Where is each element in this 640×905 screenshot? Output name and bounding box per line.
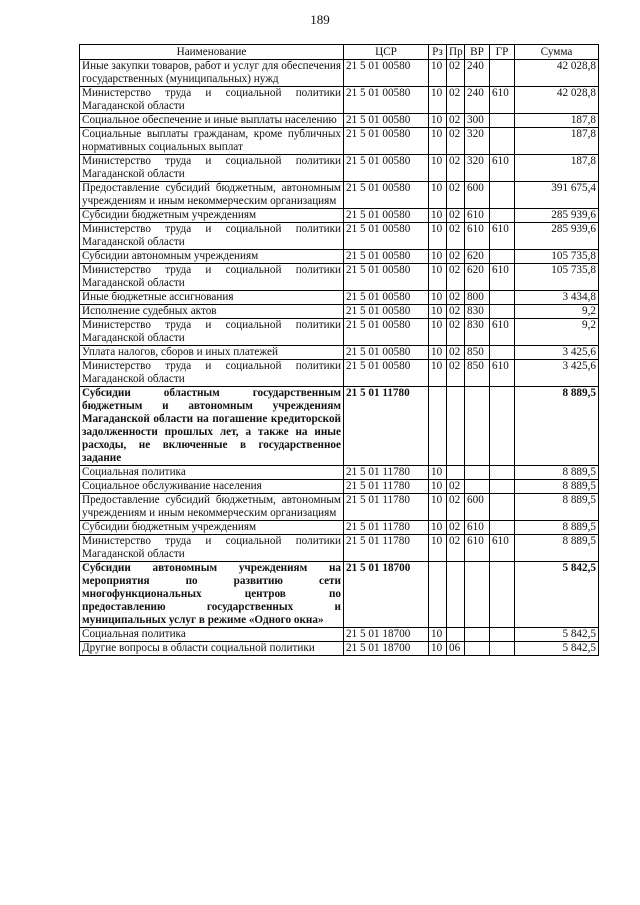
cell-csr: 21 5 01 18700 [344, 628, 429, 642]
cell-csr: 21 5 01 00580 [344, 250, 429, 264]
table-row [80, 319, 599, 346]
header-sum: Сумма [515, 45, 599, 60]
cell-csr: 21 5 01 00580 [344, 360, 429, 387]
cell-gr: 610 [490, 87, 515, 114]
cell-pr: 02 [447, 521, 465, 535]
cell-name: Иные закупки товаров, работ и услуг для обеспечения государственных (муниципальных) нужд [80, 60, 344, 87]
cell-gr [490, 346, 515, 360]
cell-vr: 300 [465, 114, 490, 128]
cell-vr: 610 [465, 521, 490, 535]
cell-pr: 02 [447, 250, 465, 264]
cell-csr: 21 5 01 18700 [344, 562, 429, 628]
table-row [80, 642, 599, 656]
cell-pr [447, 387, 465, 466]
cell-gr [490, 628, 515, 642]
cell-name: Министерство труда и социальной политики Магаданской области [80, 87, 344, 114]
table-row [80, 387, 599, 466]
cell-sum: 3 425,6 [515, 346, 599, 360]
cell-sum: 9,2 [515, 319, 599, 346]
cell-sum: 391 675,4 [515, 182, 599, 209]
cell-rz: 10 [429, 223, 447, 250]
cell-vr: 830 [465, 319, 490, 346]
cell-name: Исполнение судебных актов [80, 305, 344, 319]
cell-csr: 21 5 01 11780 [344, 494, 429, 521]
page-number: 189 [310, 12, 330, 27]
cell-csr: 21 5 01 11780 [344, 387, 429, 466]
cell-pr [447, 466, 465, 480]
cell-csr: 21 5 01 00580 [344, 319, 429, 346]
cell-rz: 10 [429, 494, 447, 521]
cell-pr [447, 628, 465, 642]
cell-pr: 02 [447, 319, 465, 346]
cell-gr [490, 250, 515, 264]
table-body [80, 60, 599, 656]
cell-csr: 21 5 01 00580 [344, 291, 429, 305]
cell-rz: 10 [429, 360, 447, 387]
cell-name: Министерство труда и социальной политики Магаданской области [80, 319, 344, 346]
cell-gr [490, 562, 515, 628]
cell-name: Министерство труда и социальной политики Магаданской области [80, 264, 344, 291]
cell-rz: 10 [429, 628, 447, 642]
cell-vr: 240 [465, 60, 490, 87]
table-row [80, 494, 599, 521]
cell-pr: 02 [447, 535, 465, 562]
cell-vr: 320 [465, 155, 490, 182]
cell-vr: 850 [465, 346, 490, 360]
table-row [80, 87, 599, 114]
cell-gr [490, 114, 515, 128]
cell-rz: 10 [429, 182, 447, 209]
cell-gr [490, 642, 515, 656]
table-row [80, 155, 599, 182]
cell-rz: 10 [429, 319, 447, 346]
cell-gr [490, 209, 515, 223]
header-csr: ЦСР [344, 45, 429, 60]
cell-vr [465, 387, 490, 466]
table-row [80, 628, 599, 642]
cell-name: Социальное обслуживание населения [80, 480, 344, 494]
cell-sum: 3 434,8 [515, 291, 599, 305]
header-rz: Рз [429, 45, 447, 60]
cell-sum: 5 842,5 [515, 562, 599, 628]
cell-gr: 610 [490, 264, 515, 291]
header-gr: ГР [490, 45, 515, 60]
cell-pr: 02 [447, 360, 465, 387]
cell-rz: 10 [429, 642, 447, 656]
cell-rz: 10 [429, 521, 447, 535]
cell-name: Министерство труда и социальной политики Магаданской области [80, 360, 344, 387]
table-row [80, 480, 599, 494]
cell-name: Предоставление субсидий бюджетным, автономным учреждениям и иным некоммерческим организациям [80, 182, 344, 209]
cell-sum: 187,8 [515, 155, 599, 182]
cell-gr [490, 305, 515, 319]
cell-sum: 42 028,8 [515, 87, 599, 114]
cell-rz: 10 [429, 209, 447, 223]
table-row [80, 264, 599, 291]
cell-vr: 320 [465, 128, 490, 155]
cell-sum: 187,8 [515, 114, 599, 128]
cell-gr: 610 [490, 223, 515, 250]
cell-vr: 610 [465, 209, 490, 223]
cell-csr: 21 5 01 11780 [344, 535, 429, 562]
budget-table [79, 44, 599, 656]
table-row [80, 60, 599, 87]
cell-csr: 21 5 01 00580 [344, 264, 429, 291]
cell-gr: 610 [490, 360, 515, 387]
cell-csr: 21 5 01 11780 [344, 521, 429, 535]
cell-pr: 02 [447, 223, 465, 250]
cell-vr [465, 562, 490, 628]
cell-gr [490, 494, 515, 521]
cell-rz: 10 [429, 60, 447, 87]
table-row [80, 346, 599, 360]
cell-pr: 02 [447, 480, 465, 494]
cell-csr: 21 5 01 00580 [344, 128, 429, 155]
table-row [80, 466, 599, 480]
cell-sum: 105 735,8 [515, 264, 599, 291]
header-pr: Пр [447, 45, 465, 60]
cell-vr: 240 [465, 87, 490, 114]
header-vr: ВР [465, 45, 490, 60]
cell-rz: 10 [429, 480, 447, 494]
cell-name: Другие вопросы в области социальной политики [80, 642, 344, 656]
table-row [80, 223, 599, 250]
cell-pr: 02 [447, 494, 465, 521]
cell-name: Субсидии областным государственным бюджетным и автономным учреждениям Магаданской области на погашение кредиторской задолженности прошлых лет, а также на иные расходы, не включенные в государственное задание [80, 387, 344, 466]
cell-gr [490, 60, 515, 87]
cell-rz: 10 [429, 305, 447, 319]
cell-csr: 21 5 01 00580 [344, 305, 429, 319]
cell-name: Предоставление субсидий бюджетным, автономным учреждениям и иным некоммерческим организациям [80, 494, 344, 521]
cell-csr: 21 5 01 00580 [344, 155, 429, 182]
table-row [80, 562, 599, 628]
cell-name: Иные бюджетные ассигнования [80, 291, 344, 305]
cell-vr: 610 [465, 223, 490, 250]
table-row [80, 114, 599, 128]
table-row [80, 535, 599, 562]
cell-csr: 21 5 01 00580 [344, 182, 429, 209]
cell-vr: 620 [465, 250, 490, 264]
cell-csr: 21 5 01 00580 [344, 223, 429, 250]
cell-pr: 02 [447, 346, 465, 360]
cell-sum: 8 889,5 [515, 494, 599, 521]
cell-pr: 02 [447, 114, 465, 128]
table-row [80, 305, 599, 319]
cell-sum: 187,8 [515, 128, 599, 155]
cell-name: Социальная политика [80, 628, 344, 642]
cell-vr: 830 [465, 305, 490, 319]
cell-gr: 610 [490, 155, 515, 182]
cell-sum: 285 939,6 [515, 223, 599, 250]
cell-pr: 02 [447, 264, 465, 291]
cell-pr: 02 [447, 155, 465, 182]
cell-gr [490, 291, 515, 305]
cell-name: Субсидии бюджетным учреждениям [80, 521, 344, 535]
cell-gr: 610 [490, 535, 515, 562]
cell-sum: 42 028,8 [515, 60, 599, 87]
cell-gr [490, 466, 515, 480]
cell-sum: 105 735,8 [515, 250, 599, 264]
cell-vr: 800 [465, 291, 490, 305]
cell-name: Уплата налогов, сборов и иных платежей [80, 346, 344, 360]
cell-gr [490, 521, 515, 535]
cell-sum: 8 889,5 [515, 535, 599, 562]
cell-rz: 10 [429, 87, 447, 114]
table-row [80, 360, 599, 387]
cell-vr: 620 [465, 264, 490, 291]
cell-vr [465, 642, 490, 656]
cell-rz: 10 [429, 128, 447, 155]
cell-rz: 10 [429, 155, 447, 182]
header-name: Наименование [80, 45, 344, 60]
cell-pr: 06 [447, 642, 465, 656]
cell-name: Социальное обеспечение и иные выплаты населению [80, 114, 344, 128]
cell-name: Социальные выплаты гражданам, кроме публичных нормативных социальных выплат [80, 128, 344, 155]
cell-name: Субсидии автономным учреждениям на мероприятия по развитию сети многофункциональных центров по предоставлению государственных и муниципальных услуг в режиме «Одного окна» [80, 562, 344, 628]
cell-rz: 10 [429, 535, 447, 562]
cell-vr [465, 466, 490, 480]
cell-vr [465, 480, 490, 494]
cell-name: Социальная политика [80, 466, 344, 480]
cell-vr: 610 [465, 535, 490, 562]
cell-vr [465, 628, 490, 642]
cell-name: Министерство труда и социальной политики Магаданской области [80, 223, 344, 250]
cell-rz [429, 562, 447, 628]
cell-rz: 10 [429, 264, 447, 291]
cell-csr: 21 5 01 00580 [344, 346, 429, 360]
cell-rz: 10 [429, 291, 447, 305]
cell-vr: 850 [465, 360, 490, 387]
cell-sum: 9,2 [515, 305, 599, 319]
cell-rz [429, 387, 447, 466]
cell-csr: 21 5 01 11780 [344, 466, 429, 480]
cell-gr [490, 128, 515, 155]
cell-rz: 10 [429, 250, 447, 264]
cell-sum: 8 889,5 [515, 480, 599, 494]
cell-gr [490, 387, 515, 466]
cell-pr: 02 [447, 182, 465, 209]
cell-csr: 21 5 01 00580 [344, 60, 429, 87]
cell-csr: 21 5 01 00580 [344, 114, 429, 128]
cell-rz: 10 [429, 346, 447, 360]
cell-gr [490, 480, 515, 494]
cell-sum: 5 842,5 [515, 642, 599, 656]
cell-sum: 8 889,5 [515, 521, 599, 535]
cell-pr: 02 [447, 87, 465, 114]
table-row [80, 182, 599, 209]
cell-vr: 600 [465, 494, 490, 521]
cell-sum: 8 889,5 [515, 387, 599, 466]
cell-csr: 21 5 01 00580 [344, 209, 429, 223]
cell-csr: 21 5 01 18700 [344, 642, 429, 656]
table-row [80, 521, 599, 535]
cell-gr: 610 [490, 319, 515, 346]
cell-pr [447, 562, 465, 628]
cell-pr: 02 [447, 291, 465, 305]
cell-name: Субсидии автономным учреждениям [80, 250, 344, 264]
cell-csr: 21 5 01 11780 [344, 480, 429, 494]
cell-sum: 3 425,6 [515, 360, 599, 387]
cell-pr: 02 [447, 305, 465, 319]
cell-rz: 10 [429, 114, 447, 128]
cell-gr [490, 182, 515, 209]
table-row [80, 209, 599, 223]
cell-pr: 02 [447, 128, 465, 155]
cell-pr: 02 [447, 209, 465, 223]
table-row [80, 128, 599, 155]
table-row [80, 291, 599, 305]
table-row [80, 250, 599, 264]
cell-vr: 600 [465, 182, 490, 209]
cell-name: Министерство труда и социальной политики Магаданской области [80, 535, 344, 562]
header-row [80, 45, 599, 60]
cell-csr: 21 5 01 00580 [344, 87, 429, 114]
cell-name: Субсидии бюджетным учреждениям [80, 209, 344, 223]
cell-rz: 10 [429, 466, 447, 480]
cell-sum: 5 842,5 [515, 628, 599, 642]
cell-sum: 285 939,6 [515, 209, 599, 223]
cell-sum: 8 889,5 [515, 466, 599, 480]
cell-pr: 02 [447, 60, 465, 87]
cell-name: Министерство труда и социальной политики Магаданской области [80, 155, 344, 182]
table-header [80, 45, 599, 60]
